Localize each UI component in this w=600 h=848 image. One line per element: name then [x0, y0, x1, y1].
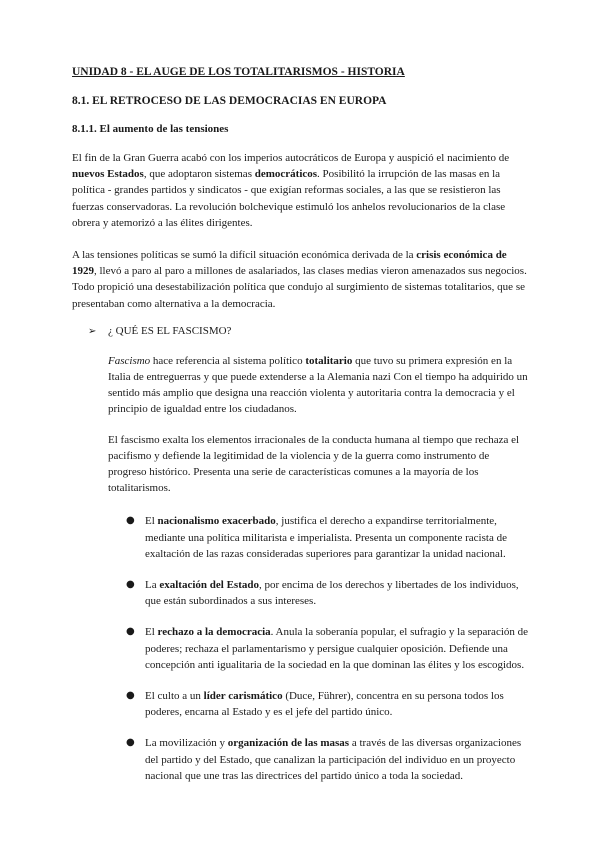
- paragraph-intro: El fin de la Gran Guerra acabó con los imperios autocráticos de Europa y auspició el nacimiento de nuevos Estados, que adoptaron sistemas democráticos. Posibilitó la irrupción de las masas en la política - grandes partidos y sindicatos - que exigían reformas sociales, a las que se resistieron las fuerzas conservadoras. La revolución bolchevique estimuló los anhelos revolucionarios de la clase obrera y atemorizó a las élites dirigentes.: [72, 152, 510, 229]
- question-heading: [88, 325, 528, 337]
- arrow-bullet-icon: ➢: [88, 325, 97, 337]
- list-item: ● El rechazo a la democracia. Anula la soberanía popular, el sufragio y la separación de poderes; rechaza el parlamentarismo y persigue cualquier oposición. Defiende una concepción anti igualitaria de la sociedad en la que dominan las élites y los escogidos.: [126, 626, 529, 671]
- question-text: ¿ QUÉ ES EL FASCISMO?: [108, 324, 232, 337]
- bold-term: crisis económica de 1929: [72, 249, 507, 278]
- section-heading: 8.1. EL RETROCESO DE LAS DEMOCRACIAS EN EUROPA: [72, 95, 387, 107]
- document-body: [72, 66, 528, 799]
- bullet-icon: ●: [126, 626, 135, 638]
- subsection-heading: 8.1.1. El aumento de las tensiones: [72, 123, 229, 135]
- bold-term: democráticos: [254, 168, 318, 181]
- bullet-icon: ●: [126, 515, 135, 527]
- paragraph-fascism-traits: El fascismo exalta los elementos irracionales de la conducta humana al tiempo que rechaza el pacifismo y defiende la legitimidad de la violencia y de la guerra como instrumento de progreso histórico. Presenta una serie de características comunes a la mayoría de los totalitarismos.: [108, 433, 520, 495]
- characteristics-list: [126, 513, 528, 784]
- paragraph-crisis: A las tensiones políticas se sumó la difícil situación económica derivada de la crisis económica de 1929, llevó a paro al paro a millones de asalariados, las clases medias vieron amenazados sus negocios. Todo propició una desestabilización política que condujo al surgimiento de sistemas totalitarios, que se presentaban como alternativa a la democracia.: [72, 249, 527, 310]
- italic-term: Fascismo: [108, 354, 151, 367]
- bullet-icon: ●: [126, 579, 135, 591]
- bold-term: nuevos Estados: [72, 168, 144, 181]
- bullet-icon: ●: [126, 737, 135, 749]
- list-item: ● La exaltación del Estado, por encima de los derechos y libertades de los individuos, que están subordinados a sus intereses.: [126, 579, 519, 608]
- document-title: UNIDAD 8 - EL AUGE DE LOS TOTALITARISMOS - HISTORIA: [72, 66, 405, 78]
- paragraph-fascism-definition: Fascismo hace referencia al sistema político totalitario que tuvo su primera expresión en la Italia de entreguerras y que puede extenderse a la Alemania nazi Con el tiempo ha adquirido un sentido más amplio que designa una reacción violenta y autoritaria contra la democracia y el principio de igualdad entre los ciudadanos.: [108, 354, 528, 416]
- list-item: ● El nacionalismo exacerbado, justifica el derecho a expandirse territorialmente, mediante una política militarista e imperialista. Presenta un componente racista de exaltación de las razas consideradas superiores para garantizar la unidad nacional.: [126, 515, 507, 560]
- bold-term: totalitario: [305, 354, 353, 367]
- bullet-icon: ●: [126, 690, 135, 702]
- list-item: ● El culto a un líder carismático (Duce, Führer), concentra en su persona todos los poderes, encarna al Estado y es el jefe del partido único.: [126, 690, 504, 719]
- list-item: ● La movilización y organización de las masas a través de las diversas organizaciones del partido y del Estado, que canalizan la participación del individuo en un proyecto nacional que une tras las directrices del partido único a toda la sociedad.: [126, 737, 522, 782]
